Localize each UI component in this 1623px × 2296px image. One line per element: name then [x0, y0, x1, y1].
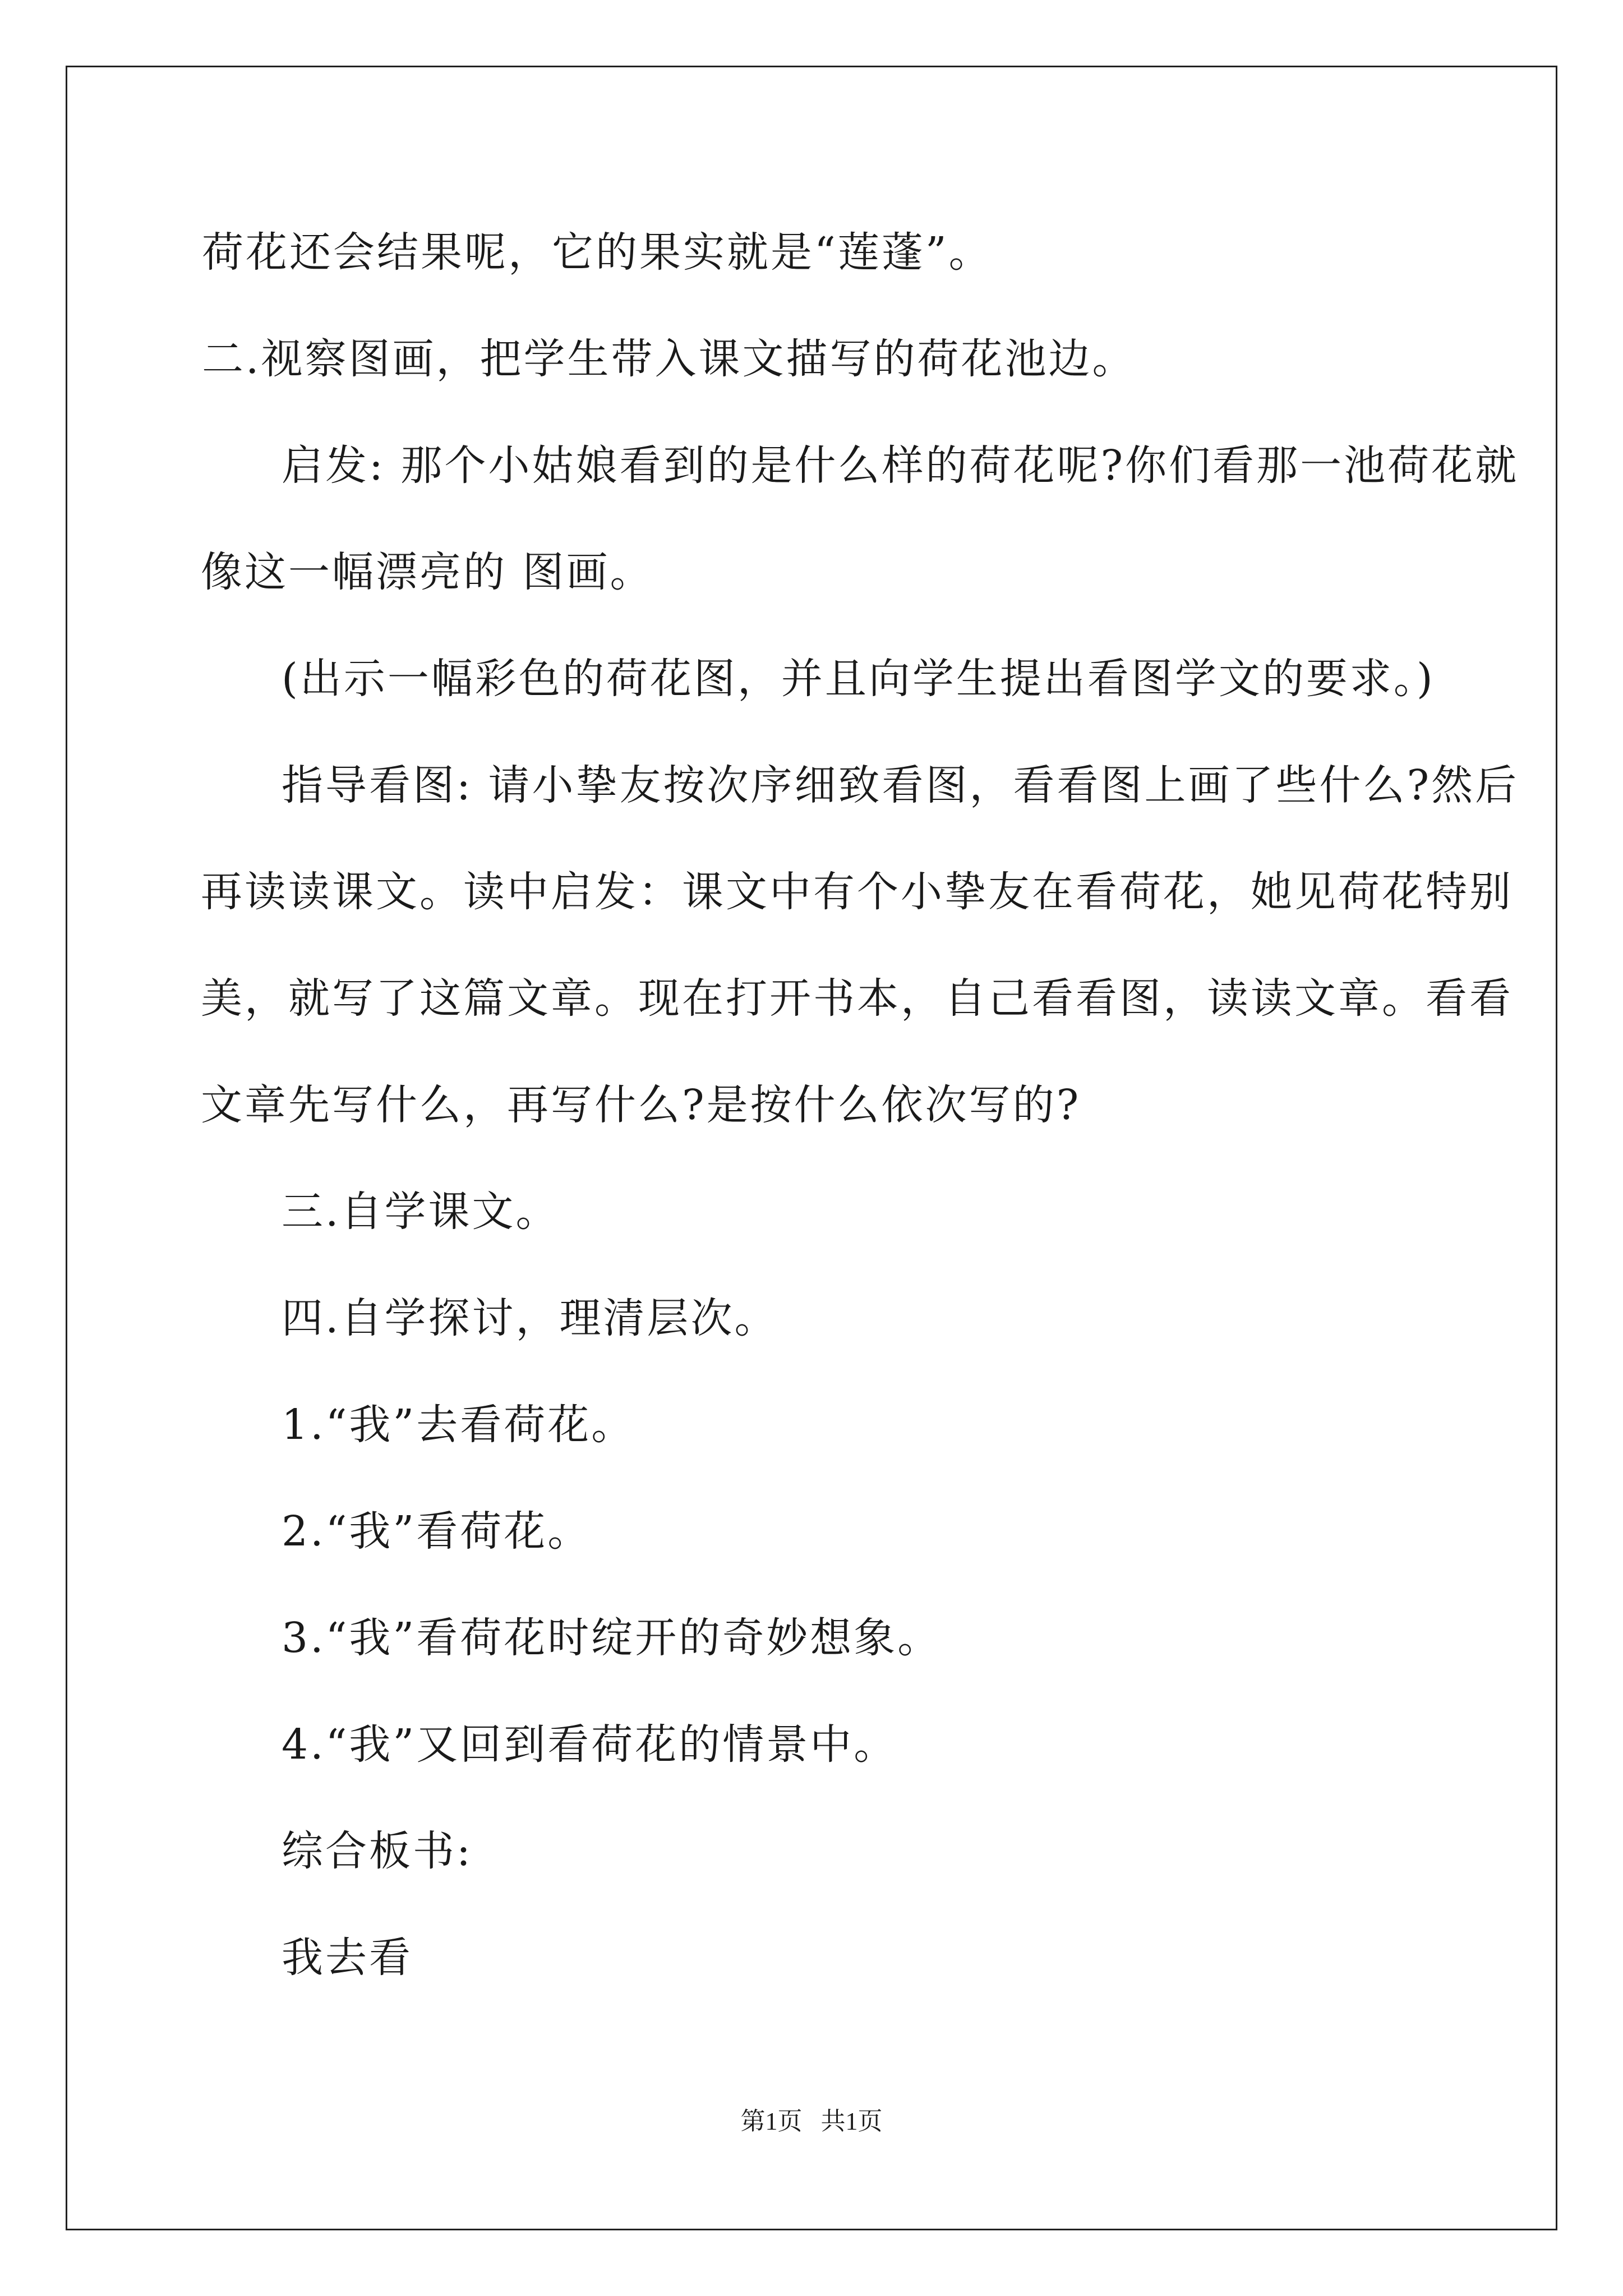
board-title: 综合板书:	[282, 1827, 473, 1875]
paragraph-section-3: 三.自学课文。	[282, 1188, 560, 1236]
guide-line-4: 文章先写什么，再写什么?是按什么依次写的?	[201, 1081, 1081, 1129]
board-line: 我去看	[282, 1934, 413, 1982]
paragraph-section-4: 四.自学探讨，理清层次。	[282, 1294, 778, 1342]
qifa-line-1: 启发: 那个小姑娘看到的是什么样的荷花呢?你们看那一池荷花就	[282, 441, 1519, 490]
list-item-4: 4.“我”又回到看荷花的情景中。	[282, 1720, 898, 1769]
paragraph-show-picture: (出示一幅彩色的荷花图，并且向学生提出看图学文的要求。)	[282, 655, 1435, 703]
paragraph-section-2: 二.视察图画，把学生带入课文描写的荷花池边。	[202, 335, 1136, 383]
page-footer: 第1页 共1页	[740, 2108, 883, 2135]
paragraph-guide	[201, 732, 1519, 1158]
guide-line-3: 美，就写了这篇文章。现在打开书本，自己看看图，读读文章。看看	[201, 974, 1513, 1023]
paragraph-lotus-fruit: 荷花还会结果呢，它的果实就是“莲蓬”。	[202, 228, 993, 277]
list-item-3: 3.“我”看荷花时绽开的奇妙想象。	[282, 1614, 942, 1662]
guide-line-1: 指导看图: 请小挚友按次序细致看图，看看图上画了些什么?然后	[282, 761, 1519, 809]
guide-line-2: 再读读课文。读中启发：课文中有个小挚友在看荷花，她见荷花特别	[201, 868, 1513, 916]
qifa-line-2: 像这一幅漂亮的 图画。	[201, 548, 654, 596]
list-item-2: 2.“我”看荷花。	[282, 1507, 592, 1556]
paragraph-qifa	[201, 412, 1519, 625]
list-item-1: 1.“我”去看荷花。	[282, 1401, 635, 1449]
